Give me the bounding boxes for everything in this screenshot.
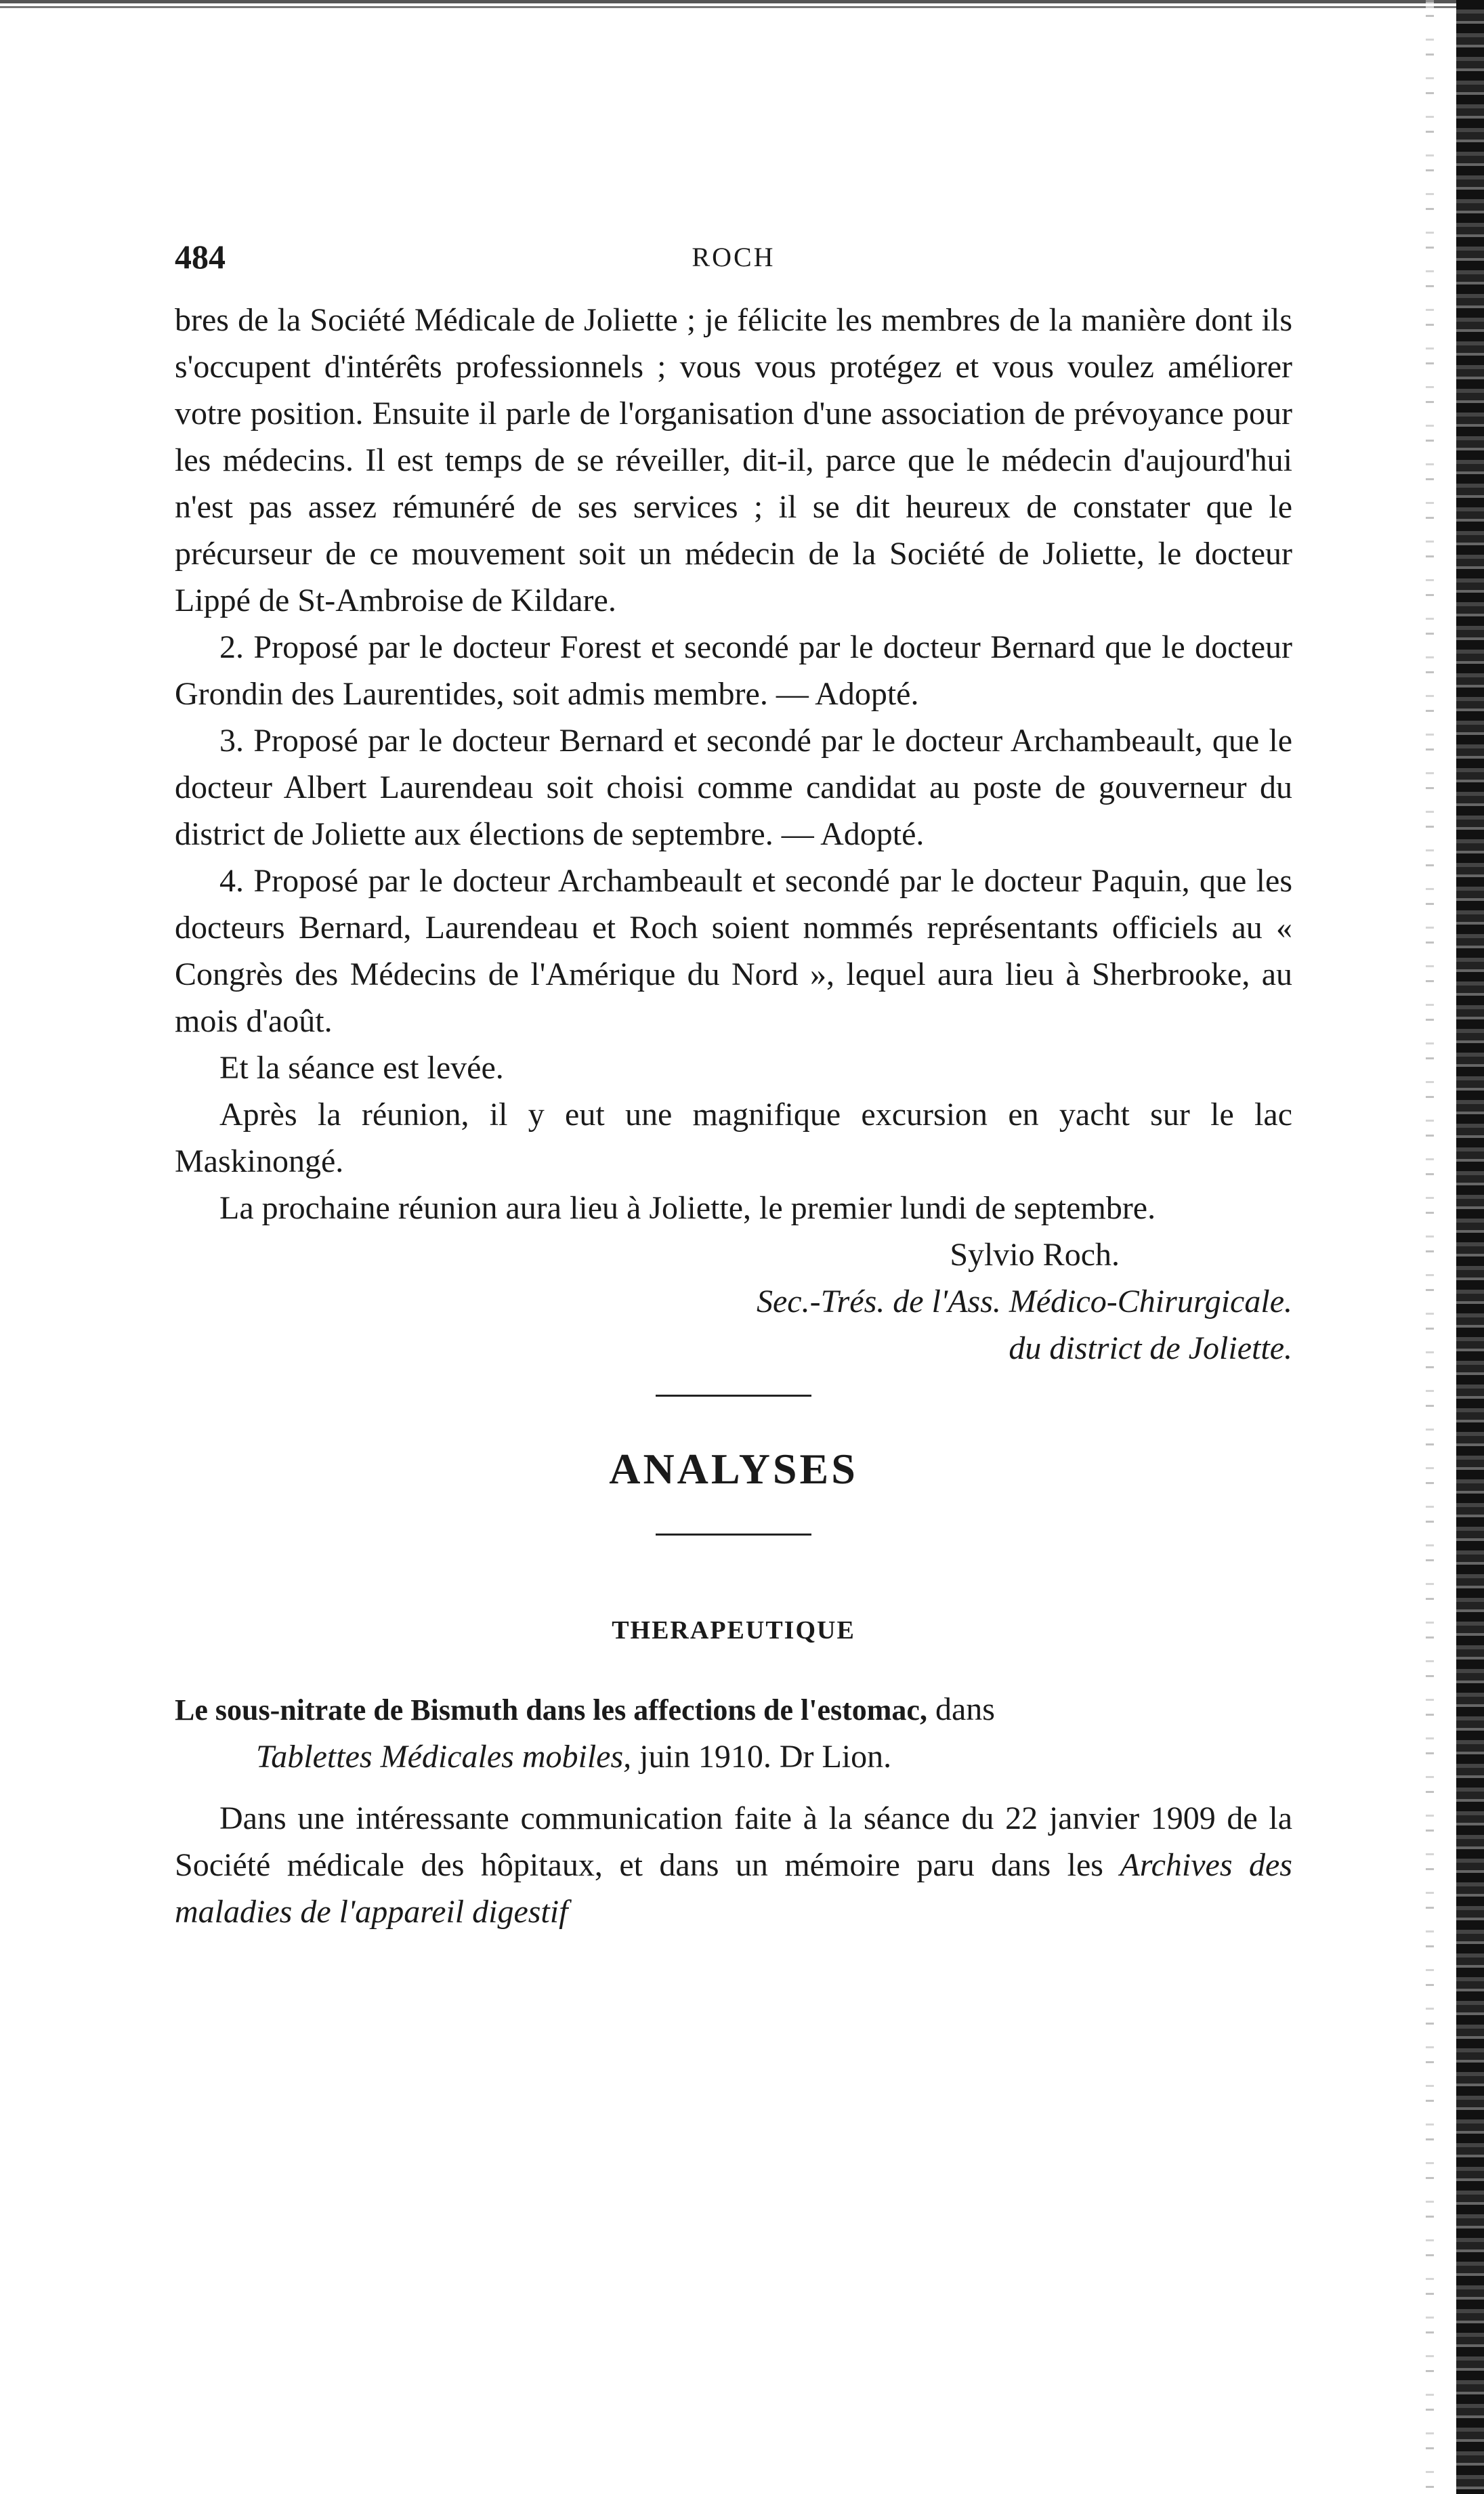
separator-rule bbox=[656, 1534, 811, 1536]
paragraph: 3. Proposé par le docteur Bernard et secondé par le docteur Archambeault, que le docteur Albert Laurendeau soit choisi comme candidat au poste de gouverneur du district de Joliette aux élections de septembre. — Adopté. bbox=[175, 723, 1292, 852]
running-title: ROCH bbox=[692, 242, 776, 272]
paragraph: Après la réunion, il y eut une magnifique excursion en yacht sur le lac Maskinongé. bbox=[175, 1097, 1292, 1179]
scan-border-top bbox=[0, 0, 1484, 12]
section-title: ANALYSES bbox=[609, 1445, 858, 1493]
page-number: 484 bbox=[175, 238, 226, 276]
subsection-title: THERAPEUTIQUE bbox=[612, 1616, 855, 1645]
paragraph: La prochaine réunion aura lieu à Joliette, le premier lundi de septembre. bbox=[219, 1190, 1156, 1226]
signature-block bbox=[175, 1231, 1292, 1372]
article-source-rest: juin 1910. Dr Lion. bbox=[631, 1739, 892, 1775]
article-title: Le sous-nitrate de Bismuth dans les affections de l'estomac, bbox=[175, 1693, 927, 1727]
article-source: Tablettes Médicales mobiles, bbox=[256, 1739, 632, 1775]
article-heading bbox=[175, 1686, 1292, 1780]
scan-border-right bbox=[1456, 0, 1484, 2494]
intro-text: Dans une intéressante communication faite à la séance du 22 janvier 1909 de la Société médicale des hôpitaux, et dans un mémoire paru dans les bbox=[175, 1800, 1292, 1883]
paragraph: bres de la Société Médicale de Joliette ; je félicite les membres de la manière dont ils s'occupent d'intérêts professionnels ; vous vous protégez et vous voulez améliorer votre position. Ensuite il parle de l'organisation d'une association de prévoyance pour les médecins. Il est temps de se réveiller, dit-il, parce que le médecin d'aujourd'hui n'est pas assez rémunéré de ses services ; il se dit heureux de constater que le précurseur de ce mouvement soit un médecin de la Société de Joliette, le docteur Lippé de St-Ambroise de Kildare. bbox=[175, 302, 1292, 618]
separator-rule bbox=[656, 1395, 811, 1397]
scan-shadow-right bbox=[1426, 0, 1434, 2494]
signature-title: Sec.-Trés. de l'Ass. Médico-Chirurgicale. bbox=[756, 1284, 1292, 1319]
body-text bbox=[175, 297, 1292, 1231]
page bbox=[175, 224, 1292, 1935]
paragraph: 2. Proposé par le docteur Forest et secondé par le docteur Bernard que le docteur Grondin des Laurentides, soit admis membre. — Adopté. bbox=[175, 629, 1292, 712]
signature-name: Sylvio Roch. bbox=[950, 1237, 1120, 1273]
paragraph: Et la séance est levée. bbox=[219, 1050, 504, 1086]
intro-italic: Archives des maladies de l'appareil digestif bbox=[175, 1847, 1292, 1930]
paragraph: 4. Proposé par le docteur Archambeault et secondé par le docteur Paquin, que les docteurs Bernard, Laurendeau et Roch soient nommés représentants officiels au « Congrès des Médecins de l'Amérique du Nord », lequel aura lieu à Sherbrooke, au mois d'août. bbox=[175, 863, 1292, 1039]
article-title-rest: dans bbox=[927, 1691, 995, 1727]
article-intro bbox=[175, 1795, 1292, 1935]
signature-district: du district de Joliette. bbox=[1009, 1330, 1292, 1366]
running-header bbox=[175, 224, 1292, 284]
